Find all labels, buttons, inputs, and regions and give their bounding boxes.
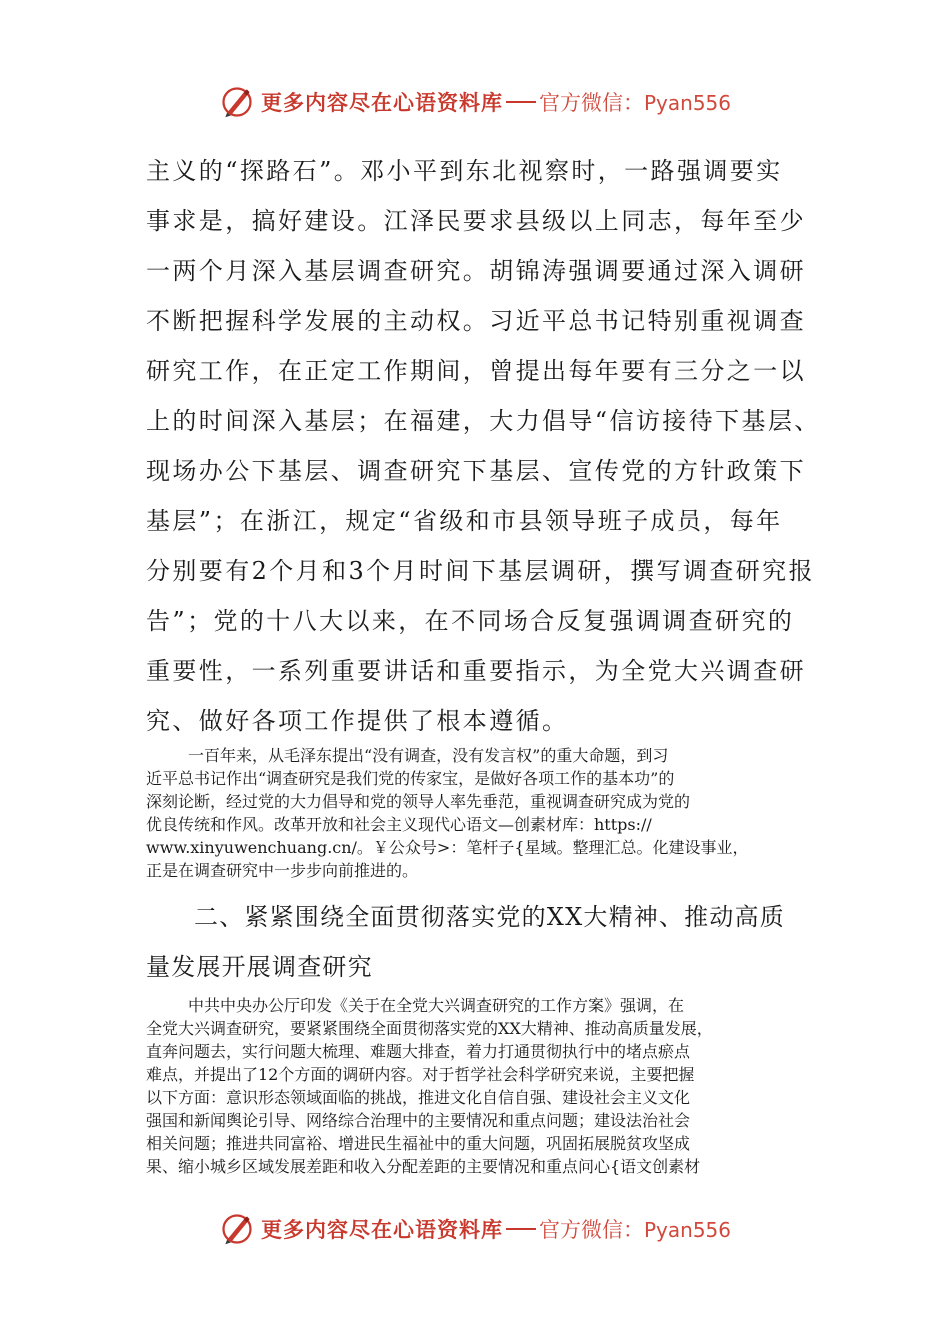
text-line: 一百年来，从毛泽东提出“没有调查，没有发言权”的重大命题，到习 [188,746,669,765]
text-line: 一两个月深入基层调查研究。胡锦涛强调要通过深入调研 [146,257,806,285]
text-line: 正是在调查研究中一步步向前推进的。 [146,861,419,880]
text-line: 难点，并提出了12个方面的调研内容。对于哲学社会科学研究来说，主要把握 [146,1065,695,1084]
text-line: 重要性，一系列重要讲话和重要指示，为全党大兴调查研 [146,657,806,685]
heading-line: 二、紧紧围绕全面贯彻落实党的XX大精神、推动高质 [194,903,785,931]
footer-contact [539,1214,731,1244]
header-wechat-id: Pyan556 [643,91,731,115]
text-line: 不断把握科学发展的主动权。习近平总书记特别重视调查 [146,307,806,335]
text-line: 事求是，搞好建设。江泽民要求县级以上同志，每年至少 [146,207,806,235]
text-line: 相关问题；推进共同富裕、增进民生福祉中的重大问题，巩固拓展脱贫攻坚成 [146,1134,691,1153]
heading-line: 量发展开展调查研究 [146,953,373,981]
text-line: www.xinyuwenchuang.cn/。￥公众号>：笔杆子{星域。整理汇总。化建设事业， [146,838,749,857]
text-line: 直奔问题去，实行问题大梳理、难题大排查，着力打通贯彻执行中的堵点瘀点 [146,1042,691,1061]
text-line: 优良传统和作风。改革开放和社会主义现代心语文—创素材库：https:// [146,815,652,834]
text-line: 现场办公下基层、调查研究下基层、宣传党的方针政策下 [146,457,806,485]
header-banner [0,82,950,122]
section-heading [146,893,826,993]
footer-brand-text: 更多内容尽在心语资料库 [260,1217,503,1242]
footer-contact-label: 官方微信： [538,1218,644,1242]
header-contact [539,87,731,117]
pen-logo-icon [219,1211,255,1247]
text-line: 分别要有2个月和3个月时间下基层调研，撰写调查研究报 [146,557,815,585]
text-line: 强国和新闻舆论引导、网络综合治理中的主要情况和重点问题；建设法治社会 [146,1111,691,1130]
text-line: 全党大兴调查研究，要紧紧围绕全面贯彻落实党的XX大精神、推动高质量发展， [146,1019,713,1038]
body-paragraph-1 [146,150,826,750]
text-line: 究、做好各项工作提供了根本遵循。 [146,707,569,735]
text-line: 中共中央办公厅印发《关于在全党大兴调查研究的工作方案》强调，在 [188,996,685,1015]
text-line: 研究工作，在正定工作期间，曾提出每年要有三分之一以 [146,357,806,385]
text-line: 深刻论断，经过党的大力倡导和党的领导人率先垂范，重视调查研究成为党的 [146,792,691,811]
header-contact-label: 官方微信： [538,91,644,115]
header-dash-divider [506,101,536,103]
footer-wechat-id: Pyan556 [643,1218,731,1242]
text-line: 基层”；在浙江，规定“省级和市县领导班子成员，每年 [146,507,783,535]
body-paragraph-3 [146,994,816,1178]
body-paragraph-2 [146,744,816,882]
text-line: 近平总书记作出“调查研究是我们党的传家宝，是做好各项工作的基本功”的 [146,769,675,788]
header-brand-text: 更多内容尽在心语资料库 [260,90,503,115]
text-line: 果、缩小城乡区域发展差距和收入分配差距的主要情况和重点问心{语文创素材 [146,1157,701,1176]
text-line: 以下方面：意识形态领域面临的挑战，推进文化自信自强、建设社会主义文化 [146,1088,691,1107]
text-line: 上的时间深入基层；在福建，大力倡导“信访接待下基层、 [146,407,821,435]
footer-banner [0,1209,950,1249]
pen-logo-icon [219,84,255,120]
text-line: 主义的“探路石”。邓小平到东北视察时，一路强调要实 [146,157,783,185]
footer-dash-divider [506,1228,536,1230]
text-line: 告”；党的十八大以来，在不同场合反复强调调查研究的 [146,607,795,635]
